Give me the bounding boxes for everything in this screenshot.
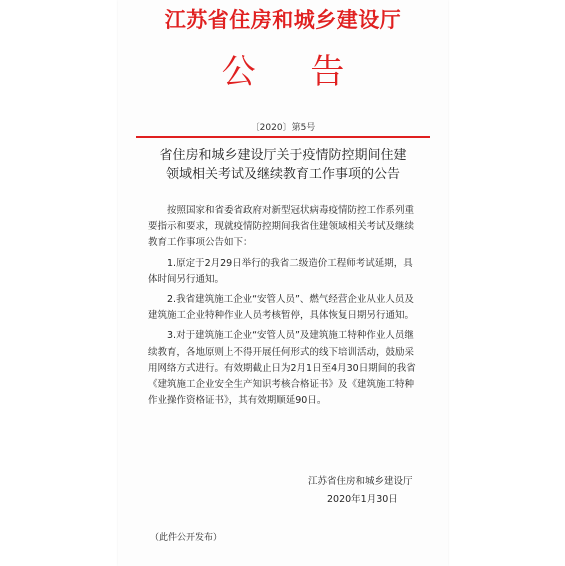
- document-title-line-2: 领域相关考试及继续教育工作事项的公告: [165, 167, 400, 182]
- notice-title: 公 告: [221, 52, 367, 92]
- notice-page: [118, 0, 448, 566]
- issuer-header: 江苏省住房和城乡建设厅: [164, 7, 402, 32]
- signature-date: 2020年1月30日: [327, 494, 398, 505]
- document-number: 〔2020〕第5号: [250, 123, 316, 133]
- document-title-line-1: 省住房和城乡建设厅关于疫情防控期间住建: [159, 148, 407, 163]
- signature-organization: 江苏省住房和城乡建设厅: [308, 476, 413, 487]
- body-intro-paragraph: 按照国家和省委省政府对新型冠状病毒疫情防控工作系列重要指示和要求，现就疫情防控期间我省住建领域相关考试及继续教育工作事项公告如下：: [148, 205, 415, 249]
- document-title: [138, 146, 428, 184]
- body-item-2: 2.我省建筑施工企业“安管人员”、燃气经营企业从业人员及建筑施工企业特种作业人员考核暂停，具体恢复日期另行通知。: [148, 294, 415, 322]
- body-item-1: 1.原定于2月29日举行的我省二级造价工程师考试延期，具体时间另行通知。: [148, 257, 413, 285]
- red-divider-line: [136, 136, 430, 138]
- release-note: （此件公开发布）: [150, 533, 223, 543]
- document-body: [148, 203, 420, 413]
- body-item-3: 3.对于建筑施工企业“安管人员”及建筑施工特种作业人员继续教育，各地原则上不得开展任何形式的线下培训活动，鼓励采用网络方式进行。有效期截止日为2月1日至4月30日期间的我省《建筑施工企业安全生产知识考核合格证书》及《建筑施工特种作业操作资格证书》，其有效期顺延90日。: [148, 330, 416, 407]
